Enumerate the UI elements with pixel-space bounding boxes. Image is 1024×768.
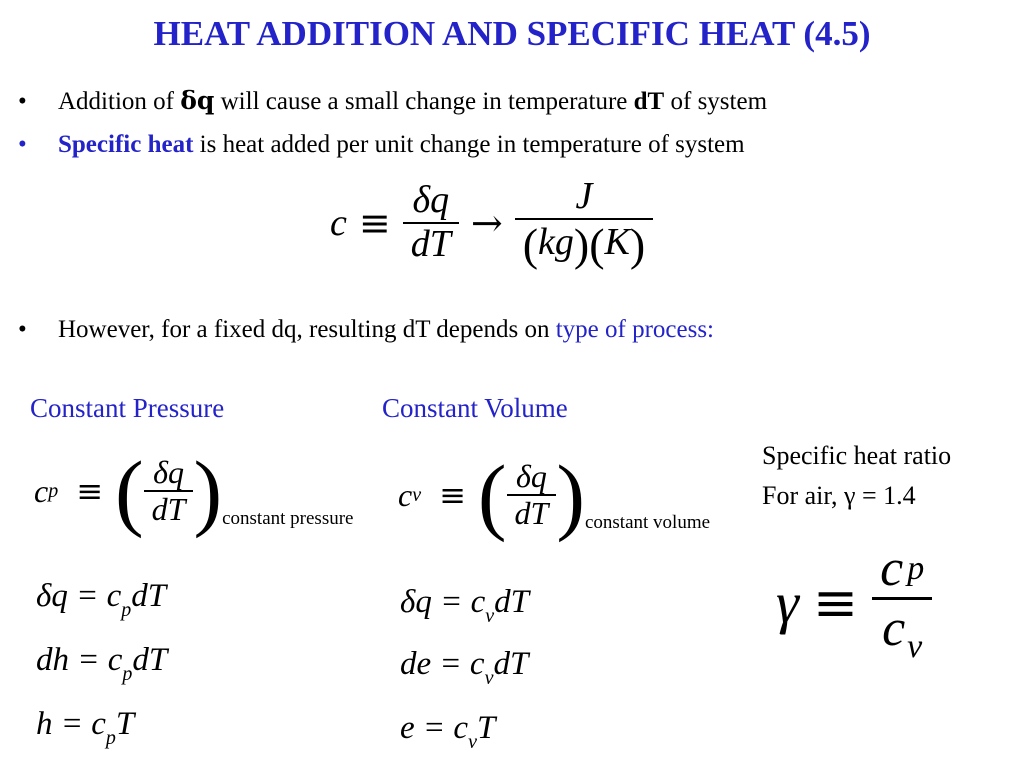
gamma-den-v: v xyxy=(907,628,923,666)
cp-eq-2: dh = $c_pdT$ xyxy=(36,642,168,685)
constant-volume-heading: Constant Volume xyxy=(382,393,568,423)
bullet-1-mid: will cause a small change in temperature xyxy=(214,88,634,115)
bullet-1-pre: Addition of xyxy=(58,88,181,115)
cp-definition: c p ≡ ( $\frac{\delta q}{dT}$ ) constant pressure xyxy=(34,443,354,539)
cp-num: δq xyxy=(153,453,184,490)
gamma-equation xyxy=(776,540,932,666)
cp-fraction xyxy=(144,455,194,527)
bullet-2-highlight: Specific heat xyxy=(58,131,194,158)
bullet-marker: • xyxy=(18,88,27,115)
bullet-1-post: of system xyxy=(664,88,768,115)
cp-eq-3: $h = c_pT$ xyxy=(36,706,135,749)
ratio-caption xyxy=(762,436,951,516)
gamma-num-c: c xyxy=(880,540,904,597)
slide-title: HEAT ADDITION AND SPECIFIC HEAT (4.5) xyxy=(153,14,871,53)
cp-subscript: p xyxy=(48,479,59,502)
cv-fraction xyxy=(507,459,557,531)
gamma-symbol: γ xyxy=(776,570,799,636)
cp-note: constant pressure xyxy=(222,508,354,529)
bullet-marker: • xyxy=(18,316,27,343)
ratio-line-2: For air, γ = 1.4 xyxy=(762,481,916,510)
main-equation xyxy=(330,176,653,270)
bullet-3-highlight: type of process: xyxy=(555,316,715,343)
cv-definition: c v ≡ ( $\frac{\delta q}{dT}$ ) constant volume xyxy=(398,447,711,543)
bullet-marker: • xyxy=(18,131,27,158)
cv-subscript: v xyxy=(412,483,422,506)
eq-fraction-dq-dT xyxy=(403,180,459,266)
bullet-2-rest: is heat added per unit change in temperature of system xyxy=(193,131,745,158)
eq-fraction-units xyxy=(515,176,654,270)
cv-eq-1: $\delta q = c_vdT$ xyxy=(400,584,530,627)
cv-c: c xyxy=(398,476,413,513)
gamma-fraction xyxy=(872,540,932,666)
constant-pressure-heading: Constant Pressure xyxy=(30,393,225,423)
bullet-3-pre: However, for a fixed dq, resulting dT depends on xyxy=(58,316,556,343)
gamma-equiv: ≡ xyxy=(812,571,859,635)
cv-note: constant volume xyxy=(584,512,711,533)
cv-eq-2: de = $c_vdT$ xyxy=(400,646,529,689)
cp-equiv: ≡ xyxy=(76,472,104,510)
unit-kg: kg xyxy=(538,220,574,263)
eq-equiv: ≡ xyxy=(358,201,391,246)
unit-K: K xyxy=(604,220,630,263)
cp-eq-1: $\delta q = c_pdT$ xyxy=(36,578,167,621)
bullet-1-dT: dT xyxy=(633,88,665,115)
cv-equiv: ≡ xyxy=(439,476,466,514)
cv-num: δq xyxy=(516,457,547,494)
eq-arrow: → xyxy=(470,201,503,246)
eq-num-dq: δq xyxy=(412,179,450,222)
cp-c: c xyxy=(34,472,49,509)
eq-den-units: (kg)(K) xyxy=(522,218,646,270)
gamma-num-p: p xyxy=(907,550,925,587)
cv-eq-3: $e = c_vT$ xyxy=(400,710,496,753)
cv-den: dT xyxy=(514,495,549,531)
ratio-line-1: Specific heat ratio xyxy=(762,441,952,470)
bullet-1 xyxy=(18,86,767,116)
eq-den-dT: dT xyxy=(410,223,451,266)
bullet-1-dq: δq xyxy=(180,86,215,115)
eq-c: c xyxy=(330,202,347,245)
cp-den: dT xyxy=(151,491,186,527)
bullet-2 xyxy=(18,131,745,159)
bullet-3 xyxy=(18,316,714,344)
gamma-den-c: c xyxy=(882,600,906,658)
eq-num-J: J xyxy=(575,175,593,217)
